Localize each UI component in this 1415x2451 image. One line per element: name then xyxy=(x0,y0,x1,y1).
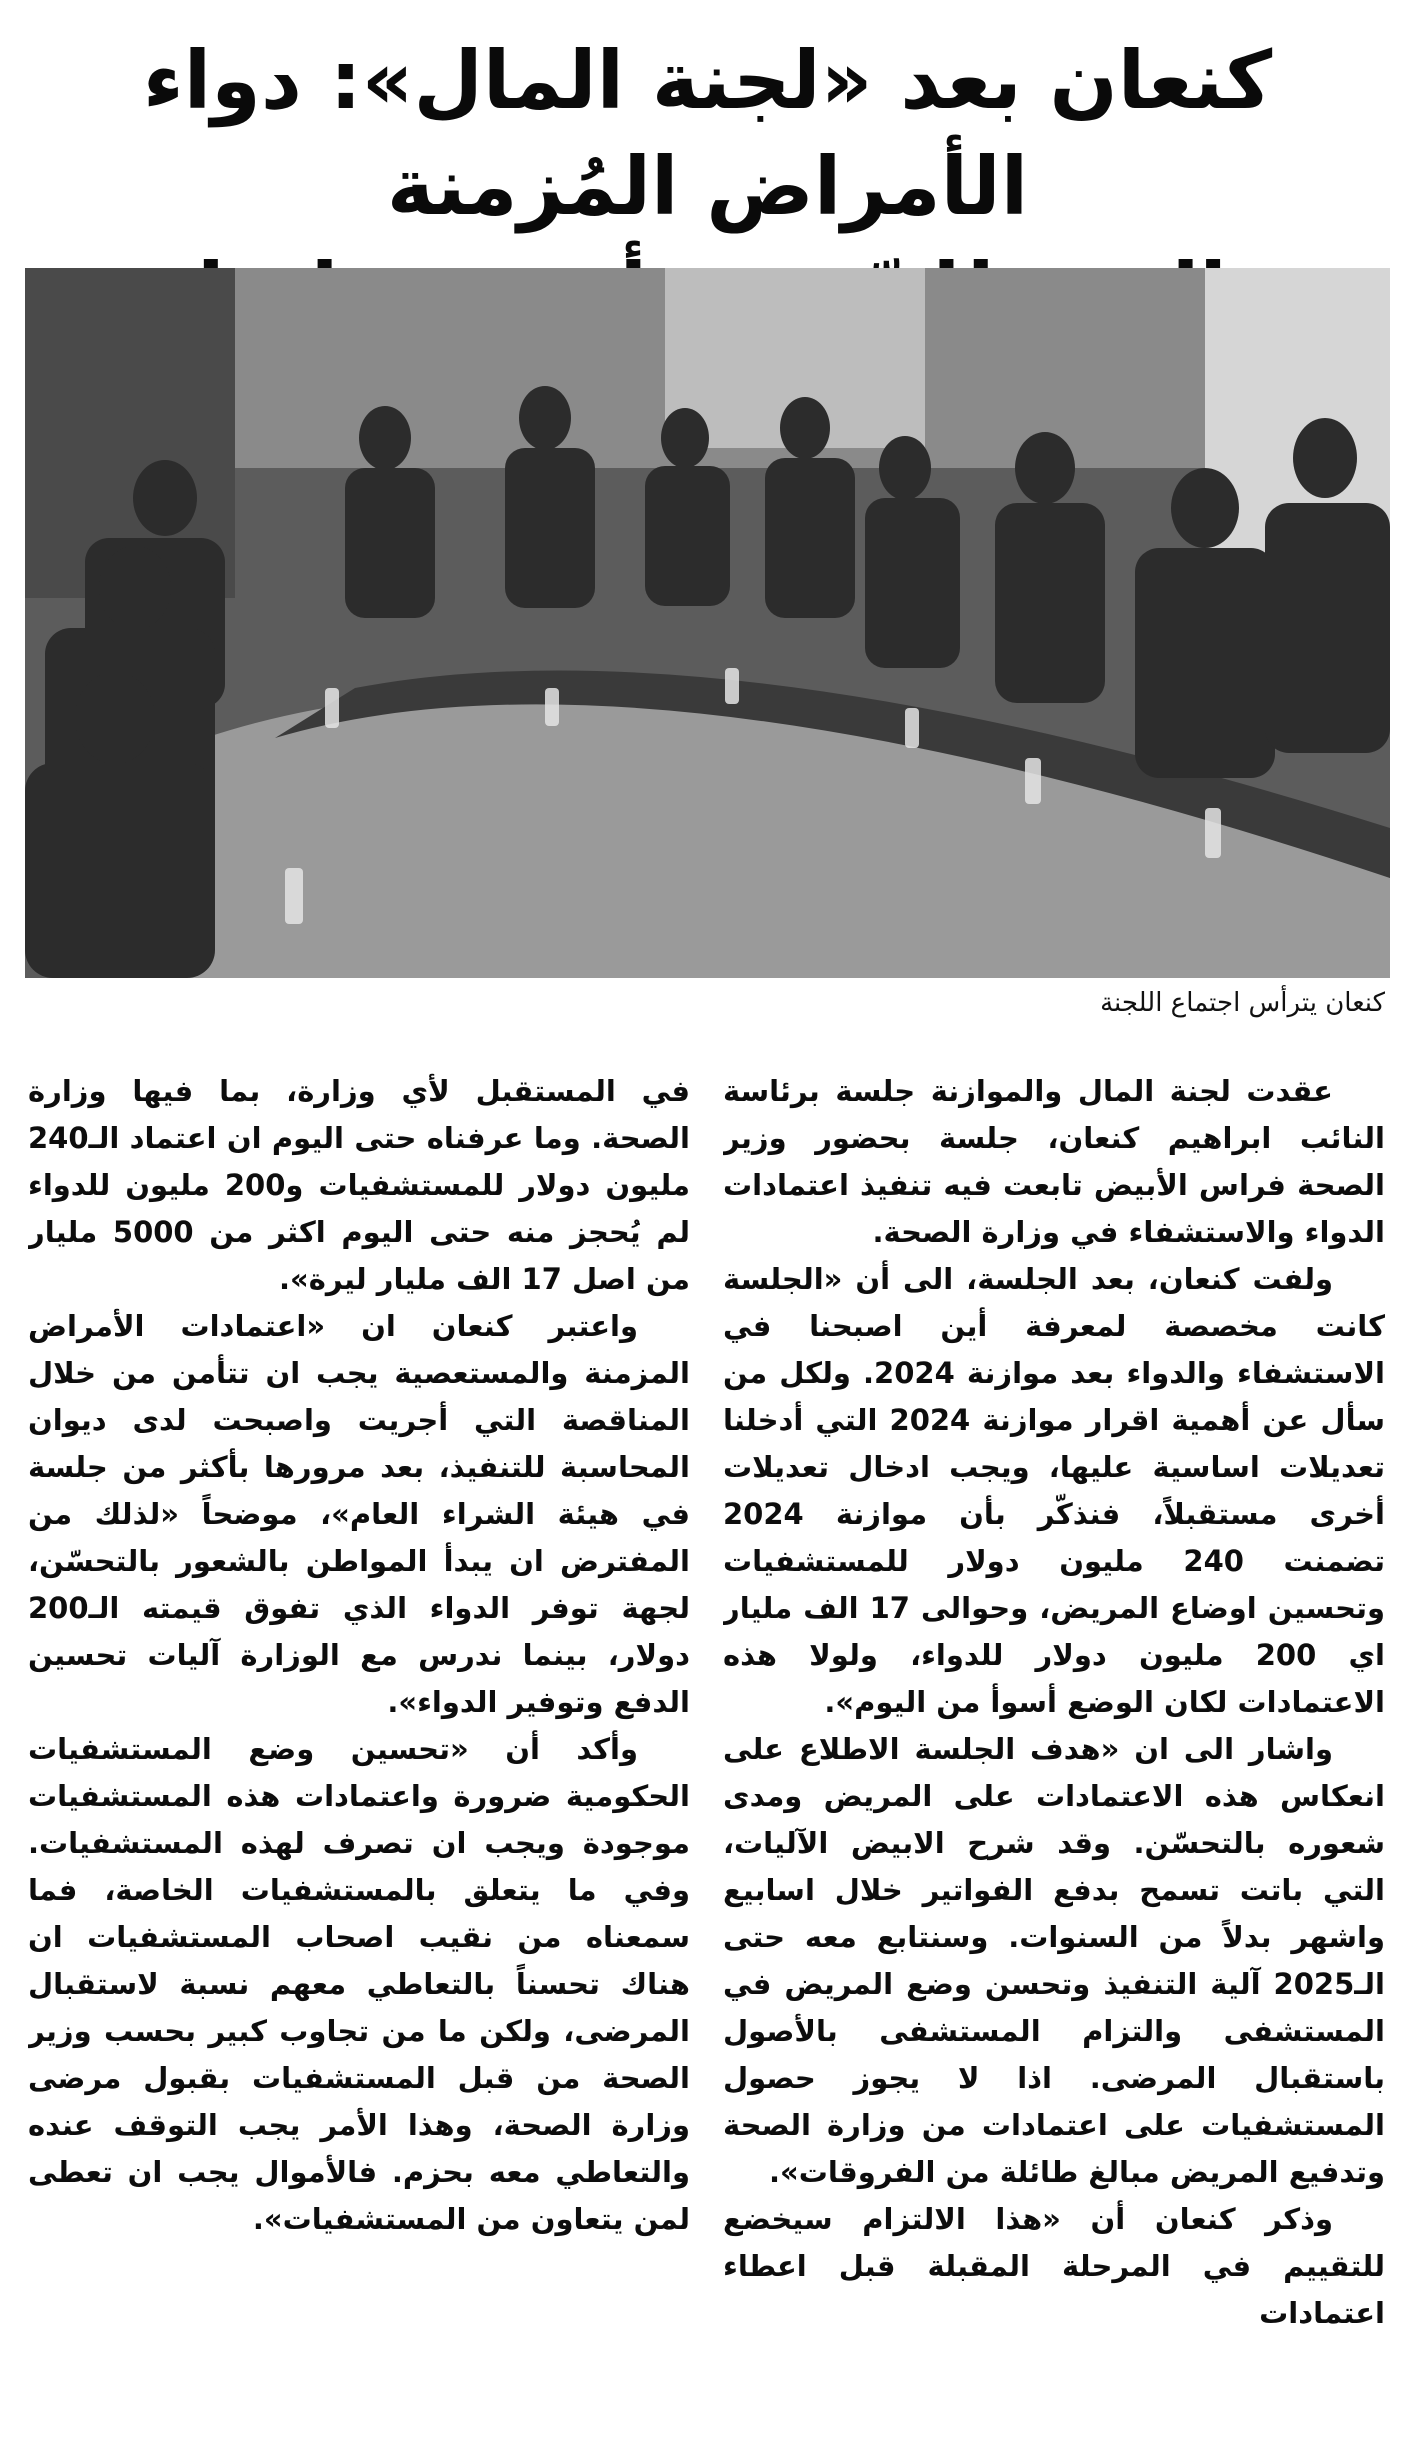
photo-caption: كنعان يترأس اجتماع اللجنة xyxy=(1100,988,1385,1018)
headline-line-1: كنعان بعد «لجنة المال»: دواء الأمراض المُزمنة xyxy=(142,34,1273,233)
article-column-right xyxy=(723,1068,1385,2438)
paragraph: في المستقبل لأي وزارة، بما فيها وزارة الصحة. وما عرفناه حتى اليوم ان اعتماد الـ240 مليون دولار للمستشفيات و200 مليون للدواء لم يُحجز منه حتى اليوم اكثر من 5000 مليار من اصل 17 الف مليار ليرة». xyxy=(28,1074,690,1296)
paragraph: واشار الى ان «هدف الجلسة الاطلاع على انعكاس هذه الاعتمادات على المريض ومدى شعوره بالتحسّن. وقد شرح الابيض الآليات، التي باتت تسمح بدفع الفواتير خلال اسابيع واشهر بدلاً من السنوات. وسنتابع معه حتى الـ2025 آلية التنفيذ وتحسن وضع المريض في المستشفى والتزام المستشفى بالأصول باستقبال المرضى. اذا لا يجوز حصول المستشفيات على اعتمادات من وزارة الصحة وتدفيع المريض مبالغ طائلة من الفروقات». xyxy=(723,1732,1385,2189)
paragraph: ولفت كنعان، بعد الجلسة، الى أن «الجلسة كانت مخصصة لمعرفة أين اصبحنا في الاستشفاء والدواء بعد موازنة 2024. ولكل من سأل عن أهمية اقرار موازنة 2024 التي أدخلنا تعديلات اساسية عليها، ويجب ادخال تعديلات أخرى مستقبلاً، فنذكّر بأن موازنة 2024 تضمنت 240 مليون دولار للمستشفيات وتحسين اوضاع المريض، وحوالى 17 الف مليار اي 200 مليون دولار للدواء، ولولا هذه الاعتمادات لكان الوضع أسوأ من اليوم». xyxy=(723,1262,1385,1719)
paragraph: وذكر كنعان أن «هذا الالتزام سيخضع للتقييم في المرحلة المقبلة قبل اعطاء اعتمادات xyxy=(723,2202,1385,2330)
meeting-photo xyxy=(25,268,1390,978)
paragraph: وأكد أن «تحسين وضع المستشفيات الحكومية ضرورة واعتمادات هذه المستشفيات موجودة ويجب ان تصرف لهذه المستشفيات. وفي ما يتعلق بالمستشفيات الخاصة، فما سمعناه من نقيب اصحاب المستشفيات ان هناك تحسناً بالتعاطي معهم نسبة لاستقبال المرضى، ولكن ما من تجاوب كبير بحسب وزير الصحة من قبل المستشفيات بقبول مرضى وزارة الصحة، وهذا الأمر يجب التوقف عنده والتعاطي معه بحزم. فالأموال يجب ان تعطى لمن يتعاون من المستشفيات». xyxy=(28,1732,690,2236)
paragraph: واعتبر كنعان ان «اعتمادات الأمراض المزمنة والمستعصية يجب ان تتأمن من خلال المناقصة التي أجريت واصبحت لدى ديوان المحاسبة للتنفيذ، بعد مرورها بأكثر من جلسة في هيئة الشراء العام»، موضحاً «لذلك من المفترض ان يبدأ المواطن بالشعور بالتحسّن، لجهة توفر الدواء الذي تفوق قيمته الـ200 دولار، بينما ندرس مع الوزارة آليات تحسين الدفع وتوفير الدواء». xyxy=(28,1309,690,1719)
article-column-left xyxy=(28,1068,690,2438)
paragraph: عقدت لجنة المال والموازنة جلسة برئاسة النائب ابراهيم كنعان، جلسة بحضور وزير الصحة فراس الأبيض تابعت فيه تنفيذ اعتمادات الدواء والاستشفاء في وزارة الصحة. xyxy=(723,1074,1385,1249)
